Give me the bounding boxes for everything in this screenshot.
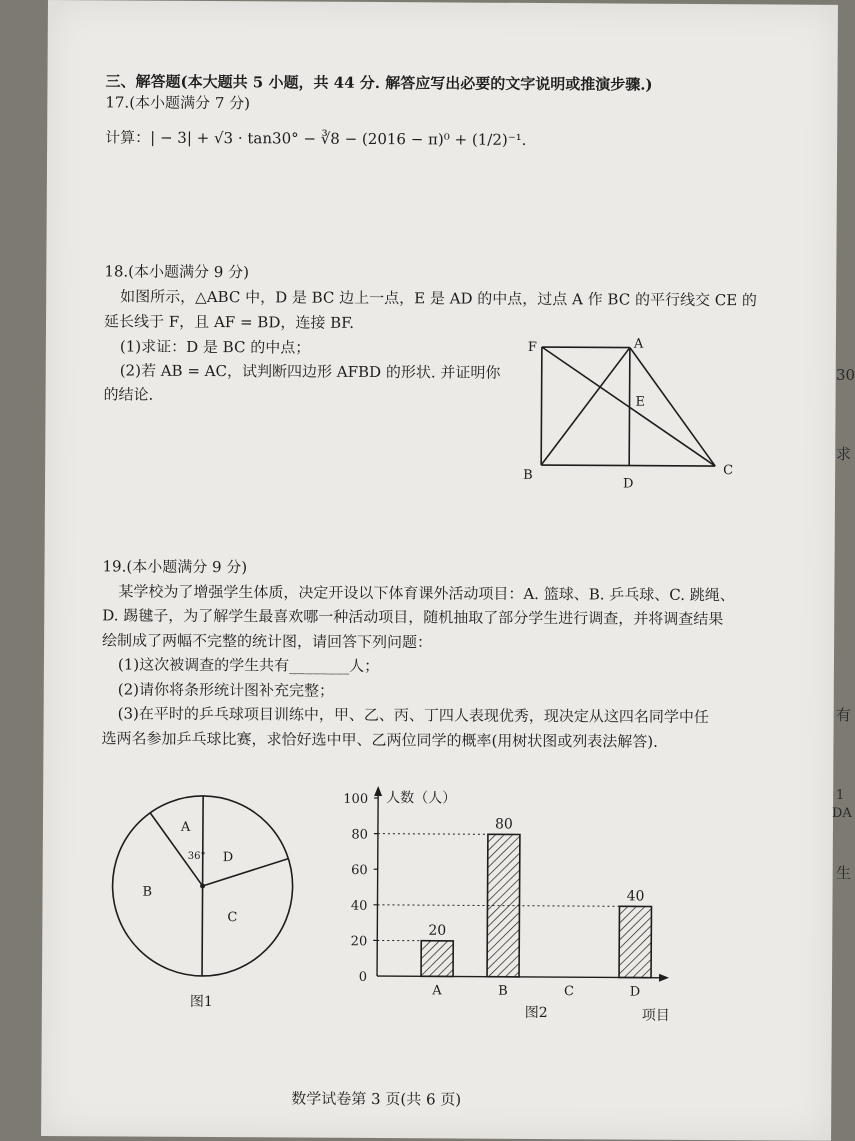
- pie-radius-ab: [150, 813, 203, 886]
- q18-line2: 延长线于 F，且 AF = BD，连接 BF.: [104, 312, 354, 332]
- bar-a: [421, 941, 453, 977]
- segment-fb: [541, 347, 542, 465]
- side-glimpse-2: 求: [836, 443, 851, 464]
- pie-radius-dc: [203, 858, 289, 887]
- point-b: B: [523, 468, 533, 483]
- pie-caption: 图1: [190, 994, 213, 1010]
- segment-ab: [541, 347, 630, 466]
- side-glimpse-3: 有: [836, 704, 851, 725]
- q19-line3: 绘制成了两幅不完整的统计图，请回答下列问题：: [102, 631, 432, 651]
- y-tick-label-20: 20: [351, 934, 368, 949]
- y-axis-arrow: [374, 786, 382, 796]
- point-e: E: [636, 395, 646, 410]
- q18-part2-b: 的结论.: [104, 385, 154, 403]
- point-a: A: [633, 337, 644, 352]
- pie-radius-ad: [203, 796, 204, 886]
- pie-angle-label: 36°: [188, 851, 206, 862]
- side-glimpse-4: 1: [836, 788, 844, 803]
- x-tick-label-a: A: [431, 983, 442, 998]
- y-tick-label-80: 80: [351, 827, 368, 842]
- bar-caption: 图2: [525, 1005, 548, 1021]
- bar-data-label-d: 40: [627, 888, 645, 904]
- q19-part1: (1)这次被调查的学生共有________人；: [118, 655, 379, 675]
- q19-part2: (2)请你将条形统计图补充完整；: [118, 680, 334, 699]
- y-tick-label-40: 40: [351, 899, 368, 914]
- q17-expression: 计算：| − 3| + √3 · tan30° − ∛8 − (2016 − π)⁰ + (1/2)⁻¹.: [105, 128, 526, 149]
- q17-header: 17.(本小题满分 7 分): [105, 93, 250, 112]
- page-footer: 数学试卷第 3 页(共 6 页): [291, 1088, 461, 1110]
- y-tick-label-100: 100: [343, 792, 368, 807]
- pie-label-a: A: [180, 820, 191, 835]
- q18-geometry-figure: [515, 333, 756, 494]
- pie-label-b: B: [143, 885, 153, 900]
- x-axis-label: 项目: [642, 1008, 670, 1024]
- side-glimpse-1: 30: [836, 366, 855, 384]
- pie-chart-figure: [102, 800, 303, 1016]
- x-tick-label-c: C: [564, 984, 574, 999]
- point-d: D: [623, 477, 634, 492]
- side-glimpse-6: 生: [836, 862, 851, 883]
- q19-header: 19.(本小题满分 9 分): [102, 557, 247, 576]
- x-axis-arrow: [659, 974, 669, 982]
- exam-page: [41, 0, 838, 1141]
- bar-data-label-a: 20: [428, 923, 446, 939]
- x-tick-label-d: D: [630, 985, 641, 1000]
- pie-label-d: D: [223, 850, 234, 865]
- section-header: 三、解答题(本大题共 5 小题，共 44 分. 解答应写出必要的文字说明或推演步骤.): [105, 72, 652, 93]
- y-axis: [377, 792, 378, 976]
- y-axis-label: 人数（人）: [386, 789, 456, 806]
- bar-d: [619, 906, 651, 977]
- bar-guide-b: [378, 834, 488, 835]
- y-tick-label-60: 60: [351, 863, 368, 878]
- q18-line1: 如图所示，△ABC 中，D 是 BC 边上一点，E 是 AD 的中点，过点 A 作 BC 的平行线交 CE 的: [120, 287, 757, 309]
- segment-bc: [541, 465, 715, 466]
- segment-fa: [542, 347, 630, 348]
- pie-center: [200, 883, 205, 888]
- x-tick-label-b: B: [498, 984, 508, 999]
- q18-part1: (1)求证：D 是 BC 的中点；: [120, 337, 310, 356]
- q19-line1: 某学校为了增强学生体质，决定开设以下体育课外活动项目：A. 篮球、B. 乒乓球、C. 跳绳、: [118, 582, 735, 604]
- q18-part2-a: (2)若 AB = AC，试判断四边形 AFBD 的形状. 并证明你: [120, 361, 501, 381]
- bar-data-label-b: 80: [495, 816, 513, 832]
- q19-part3-a: (3)在平时的乒乓球项目训练中，甲、乙、丙、丁四人表现优秀，现决定从这四名同学中任: [118, 704, 709, 726]
- q18-header: 18.(本小题满分 9 分): [104, 262, 249, 281]
- q19-line2: D. 踢毽子，为了解学生最喜欢哪一种活动项目，随机抽取了部分学生进行调查，并将调查结果: [102, 606, 723, 628]
- point-c: C: [723, 463, 733, 478]
- pie-label-c: C: [227, 910, 237, 925]
- bar-chart-figure: [317, 782, 699, 1034]
- side-glimpse-5: DA: [832, 806, 852, 821]
- y-tick-label-0: 0: [359, 970, 367, 985]
- q19-part3-b: 选两名参加乒乓球比赛，求恰好选中甲、乙两位同学的概率(用树状图或列表法解答).: [101, 729, 658, 750]
- point-f: F: [528, 340, 537, 355]
- pie-radius-bc: [202, 886, 203, 976]
